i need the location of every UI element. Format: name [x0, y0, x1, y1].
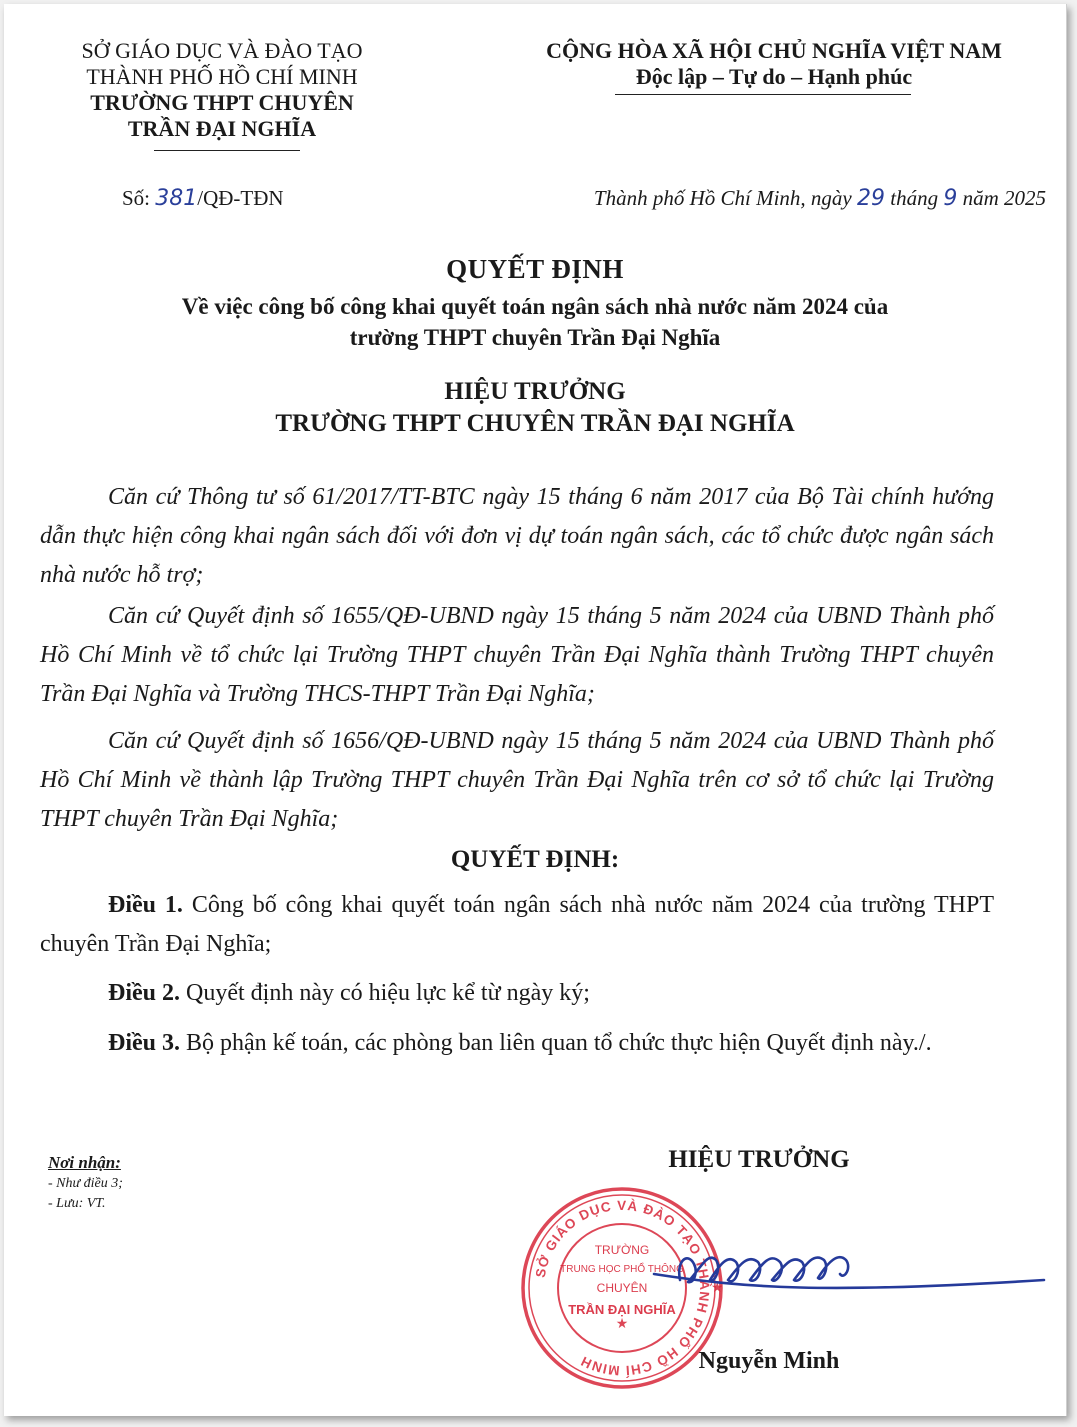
recipient-item: - Lưu: VT.: [48, 1196, 106, 1211]
number-handwritten: 381: [155, 186, 198, 211]
signatory-name: Nguyễn Minh: [698, 1348, 840, 1374]
article-label: Điều 2.: [108, 980, 180, 1006]
article-label: Điều 3.: [108, 1030, 180, 1056]
article-paragraph: [40, 974, 994, 1013]
legal-basis-paragraph: Căn cứ Thông tư số 61/2017/TT-BTC ngày 15 tháng 6 năm 2017 của Bộ Tài chính hướng dẫn thực hiện công khai ngân sách đối với đơn vị dự toán ngân sách, các tổ chức được ngân sách nhà nước hỗ trợ;: [40, 484, 994, 588]
article-paragraph: [40, 886, 994, 964]
recipient-item: - Như điều 3;: [48, 1176, 123, 1191]
svg-text:★: ★: [711, 1279, 724, 1295]
number-suffix: /QĐ-TĐN: [197, 186, 284, 210]
document-date: [424, 186, 1046, 211]
date-year: năm 2025: [962, 186, 1046, 210]
document-subject: [4, 291, 1066, 353]
svg-text:★: ★: [615, 1315, 629, 1331]
document-title: QUYẾT ĐỊNH: [446, 254, 624, 284]
number-prefix: Số:: [122, 186, 151, 210]
document-page: [4, 4, 1067, 1416]
date-month-handwritten: 9: [943, 186, 958, 211]
recipients-block: [48, 1152, 123, 1214]
legal-basis-paragraph: Căn cứ Quyết định số 1655/QĐ-UBND ngày 15 tháng 5 năm 2024 của UBND Thành phố Hồ Chí Minh về tổ chức lại Trường THPT chuyên Trần Đại Nghĩa thành Trường THPT chuyên Trần Đại Nghĩa và Trường THCS-THPT Trần Đại Nghĩa;: [40, 603, 994, 707]
article-paragraph: [40, 1024, 994, 1063]
decision-heading: QUYẾT ĐỊNH:: [450, 846, 620, 873]
handwritten-signature: [624, 1222, 1054, 1312]
authority-line-1: HIỆU TRƯỞNG: [444, 378, 626, 405]
issuing-agency-header: [42, 38, 402, 142]
article-label: Điều 1.: [108, 892, 183, 918]
stamp-center-line-1: TRƯỜNG: [594, 1243, 650, 1257]
stamp-center-line-4: TRẦN ĐẠI NGHĨA: [568, 1302, 676, 1317]
header-left-underline: [154, 150, 300, 151]
document-number: [122, 186, 284, 211]
subject-line-1: Về việc công bố công khai quyết toán ngân sách nhà nước năm 2024 của: [181, 294, 889, 319]
stamp-center-line-2: TRUNG HỌC PHỔ THÔNG: [560, 1264, 684, 1275]
national-motto: Độc lập – Tự do – Hạnh phúc: [635, 64, 913, 89]
date-month-word: tháng: [890, 186, 939, 210]
date-day-handwritten: 29: [856, 186, 885, 211]
school-name-line-2: TRẦN ĐẠI NGHĨA: [127, 116, 317, 141]
recipients-label: Nơi nhận:: [48, 1153, 121, 1172]
stamp-center-line-3: CHUYÊN: [596, 1281, 648, 1295]
authority-line-2: TRƯỜNG THPT CHUYÊN TRẦN ĐẠI NGHĨA: [275, 410, 795, 437]
header-right-underline: [615, 94, 911, 95]
country-name: CỘNG HÒA XÃ HỘI CHỦ NGHĨA VIỆT NAM: [546, 38, 1002, 63]
article-text: Quyết định này có hiệu lực kể từ ngày ký;: [186, 980, 590, 1006]
signatory-title: HIỆU TRƯỞNG: [668, 1146, 850, 1173]
issuing-authority: [4, 376, 1066, 440]
agency-line-1: SỞ GIÁO DỤC VÀ ĐÀO TẠO: [81, 38, 363, 63]
article-text: Bộ phận kế toán, các phòng ban liên quan tổ chức thực hiện Quyết định này./.: [186, 1030, 932, 1056]
agency-line-2: THÀNH PHỐ HỒ CHÍ MINH: [86, 64, 358, 89]
school-name-line-1: TRƯỜNG THPT CHUYÊN: [90, 90, 354, 115]
article-text: Công bố công khai quyết toán ngân sách nhà nước năm 2024 của trường THPT chuyên Trần Đại Nghĩa;: [40, 892, 995, 957]
date-prefix: Thành phố Hồ Chí Minh, ngày: [593, 186, 852, 210]
stamp-ring-text: SỞ GIÁO DỤC VÀ ĐÀO TẠO THÀNH PHỐ HỒ CHÍ MINH: [532, 1197, 713, 1379]
subject-line-2: trường THPT chuyên Trần Đại Nghĩa: [349, 325, 721, 350]
national-motto-header: [494, 38, 1054, 90]
legal-basis-paragraph: Căn cứ Quyết định số 1656/QĐ-UBND ngày 15 tháng 5 năm 2024 của UBND Thành phố Hồ Chí Minh về thành lập Trường THPT chuyên Trần Đại Nghĩa trên cơ sở tổ chức lại Trường THPT chuyên Trần Đại Nghĩa;: [40, 728, 994, 832]
